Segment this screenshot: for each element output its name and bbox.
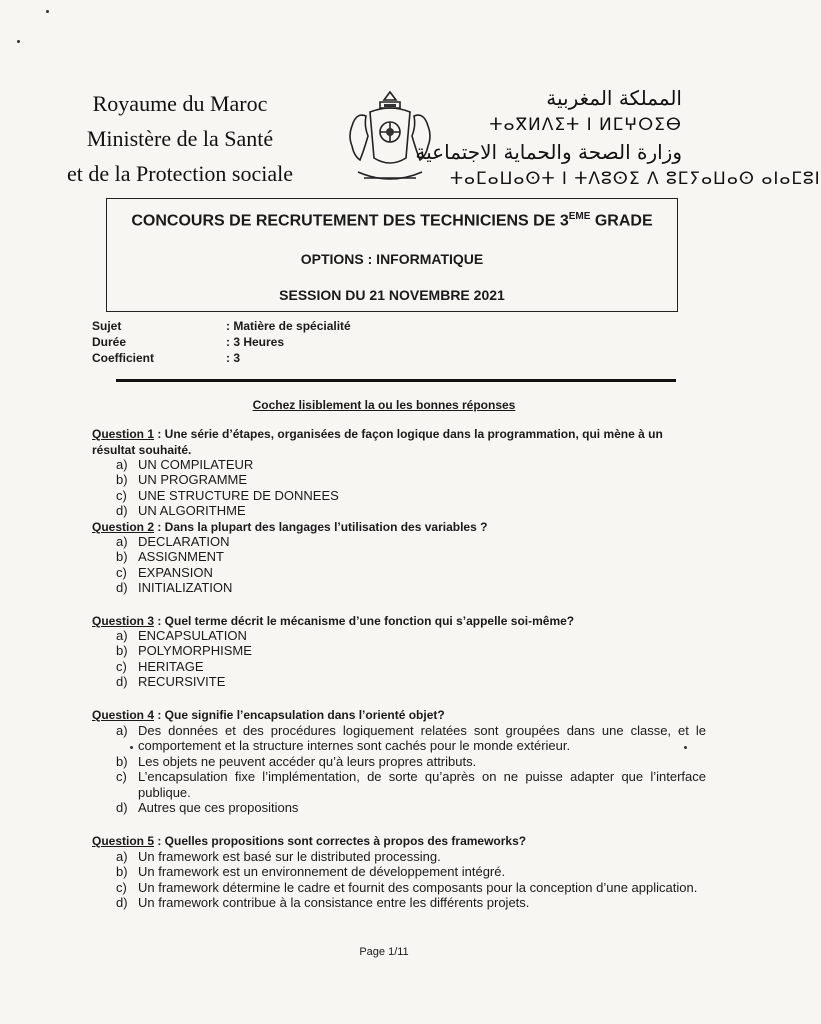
option-b[interactable]	[116, 472, 706, 487]
question-text: : Une série d’étapes, organisées de façon logique dans la programmation, qui mène à un résultat souhaité.	[92, 427, 663, 457]
question-4	[92, 707, 702, 723]
option-c[interactable]	[116, 565, 706, 580]
option-b[interactable]	[116, 643, 706, 658]
option-letter: d)	[116, 895, 128, 911]
question-label: Question 1	[92, 427, 155, 441]
exam-title	[107, 211, 677, 230]
option-letter: b)	[116, 549, 128, 565]
option-letter: a)	[116, 628, 128, 643]
exam-meta	[92, 318, 351, 366]
option-a[interactable]	[116, 849, 706, 864]
option-letter: a)	[116, 457, 128, 472]
option-text: L’encapsulation fixe l’implémentation, de sorte qu’après on ne puisse adapter que l’interface publique.	[138, 769, 706, 800]
question-text: : Que signifie l’encapsulation dans l’orienté objet?	[154, 708, 445, 722]
question-label: Question 5	[92, 834, 155, 848]
option-b[interactable]	[116, 549, 706, 564]
option-a[interactable]	[116, 534, 706, 549]
option-letter: a)	[116, 723, 128, 738]
meta-row-duration	[92, 334, 351, 350]
option-letter: b)	[116, 864, 128, 880]
exam-session: SESSION DU 21 NOVEMBRE 2021	[279, 287, 505, 303]
option-a[interactable]	[116, 723, 706, 754]
option-text: Autres que ces propositions	[138, 800, 299, 816]
question-3-options	[116, 628, 706, 690]
option-d[interactable]	[116, 580, 706, 595]
ministry-label-tifinagh: ⵜⴰⵎⴰⵡⴰⵙⵜ ⵏ ⵜⴷⵓⵙⵉ ⴷ ⵓⵎⵢⴰⵡⴰⵙ ⴰⵏⴰⵎⵓⵏ	[450, 169, 821, 189]
question-2	[92, 519, 702, 535]
option-letter: a)	[116, 534, 128, 549]
coefficient-value: : 3	[226, 351, 241, 365]
kingdom-label-ar: المملكة المغربية	[546, 86, 682, 110]
question-5-options	[116, 849, 706, 911]
ministry-label-2: et de la Protection sociale	[66, 161, 294, 186]
option-text: Un framework détermine le cadre et fournit des composants pour la conception d’une application.	[138, 879, 698, 895]
option-text: POLYMORPHISME	[138, 643, 252, 659]
coefficient-label: Coefficient	[92, 351, 155, 365]
question-label: Question 2	[92, 520, 155, 534]
scan-speck	[46, 10, 49, 13]
option-c[interactable]	[116, 659, 706, 674]
option-text: ENCAPSULATION	[138, 628, 247, 643]
option-text: UN PROGRAMME	[138, 472, 248, 488]
question-3	[92, 613, 702, 629]
option-letter: c)	[116, 769, 127, 785]
option-text: DECLARATION	[138, 534, 230, 549]
exam-title-sup: EME	[568, 211, 591, 222]
instruction-text: Cochez lisiblement la ou les bonnes réponses	[252, 398, 516, 412]
option-letter: a)	[116, 849, 128, 864]
question-text: : Quel terme décrit le mécanisme d’une fonction qui s’appelle soi-même?	[154, 614, 575, 628]
exam-title-main: CONCOURS DE RECRUTEMENT DES TECHNICIENS DE 3	[131, 212, 569, 230]
option-d[interactable]	[116, 503, 706, 518]
option-text: RECURSIVITE	[138, 674, 226, 690]
option-letter: b)	[116, 643, 128, 659]
question-1-options	[116, 457, 706, 519]
option-text: HERITAGE	[138, 658, 204, 674]
option-letter: c)	[116, 487, 127, 503]
question-4-options	[116, 723, 706, 815]
question-label: Question 4	[92, 708, 155, 722]
exam-option: OPTIONS : INFORMATIQUE	[300, 251, 484, 267]
option-text: UNE STRUCTURE DE DONNEES	[138, 487, 339, 503]
scan-speck	[130, 746, 133, 749]
option-d[interactable]	[116, 895, 706, 910]
option-letter: d)	[116, 674, 128, 690]
ministry-name-fr	[50, 86, 310, 191]
meta-row-subject	[92, 318, 351, 334]
exam-title-box	[106, 198, 678, 312]
option-c[interactable]	[116, 488, 706, 503]
option-letter: d)	[116, 503, 128, 519]
meta-row-coefficient	[92, 350, 351, 366]
kingdom-label-tifinagh: ⵜⴰⴳⵍⴷⵉⵜ ⵏ ⵍⵎⵖⵔⵉⴱ	[489, 115, 682, 135]
duration-value: : 3 Heures	[226, 335, 285, 349]
subject-value: : Matière de spécialité	[226, 319, 351, 333]
exam-title-end: GRADE	[590, 212, 653, 230]
option-letter: c)	[116, 879, 127, 895]
subject-label: Sujet	[92, 319, 122, 333]
option-b[interactable]	[116, 864, 706, 879]
question-2-options	[116, 534, 706, 596]
question-1	[92, 426, 702, 458]
option-text: Des données et des procédures logiquement relatées sont groupées dans une classe, et le comportement et la structure internes sont cachés pour le monde extérieur.	[138, 723, 706, 754]
divider	[116, 379, 676, 382]
option-text: INITIALIZATION	[138, 580, 233, 596]
question-label: Question 3	[92, 614, 155, 628]
option-letter: c)	[116, 658, 127, 674]
option-d[interactable]	[116, 674, 706, 689]
page-number: Page 1/11	[359, 946, 409, 958]
option-text: ASSIGNMENT	[138, 549, 224, 565]
option-letter: b)	[116, 472, 128, 488]
scan-speck	[684, 746, 687, 749]
kingdom-label: Royaume du Maroc	[92, 91, 268, 116]
option-text: Un framework est un environnement de développement intégré.	[138, 864, 506, 880]
option-c[interactable]	[116, 769, 706, 800]
option-letter: b)	[116, 753, 128, 769]
option-letter: c)	[116, 564, 127, 580]
option-b[interactable]	[116, 754, 706, 769]
option-a[interactable]	[116, 628, 706, 643]
option-text: Les objets ne peuvent accéder qu’à leurs propres attributs.	[138, 753, 477, 769]
question-text: : Dans la plupart des langages l’utilisation des variables ?	[154, 520, 488, 534]
option-letter: d)	[116, 800, 128, 816]
ministry-label: Ministère de la Santé	[86, 126, 274, 151]
duration-label: Durée	[92, 335, 127, 349]
option-c[interactable]	[116, 880, 706, 895]
option-text: Un framework est basé sur le distributed processing.	[138, 849, 441, 864]
question-text: : Quelles propositions sont correctes à propos des frameworks?	[154, 834, 527, 848]
question-5	[92, 833, 702, 849]
option-letter: d)	[116, 580, 128, 596]
option-text: UN ALGORITHME	[138, 503, 246, 519]
option-text: EXPANSION	[138, 564, 213, 580]
option-text: Un framework contribue à la consistance entre les différents projets.	[138, 895, 530, 911]
option-a[interactable]	[116, 457, 706, 472]
scan-speck	[17, 40, 20, 43]
option-text: UN COMPILATEUR	[138, 457, 254, 472]
ministry-name-ar	[415, 84, 821, 192]
ministry-label-ar: وزارة الصحة والحماية الاجتماعية	[415, 140, 682, 164]
option-d[interactable]	[116, 800, 706, 815]
